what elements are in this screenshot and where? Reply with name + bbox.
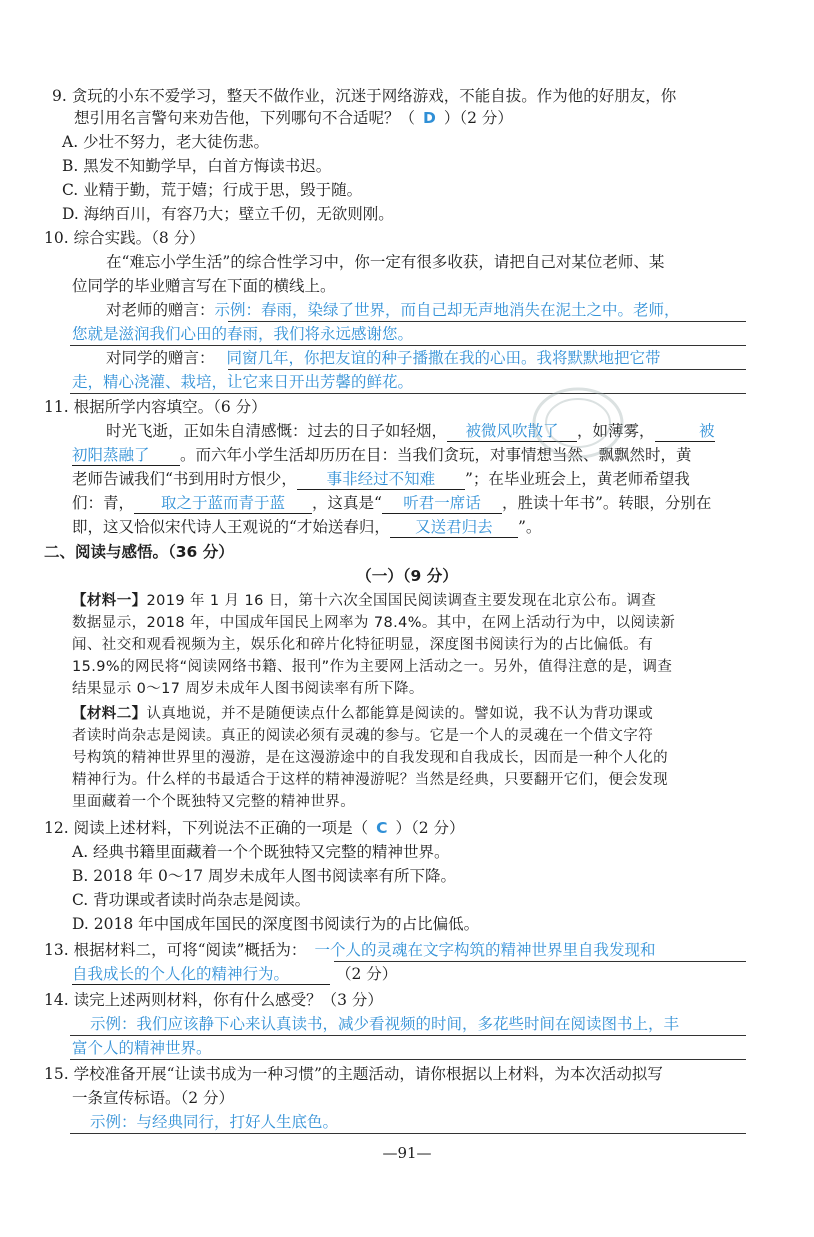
answer-line [70,393,746,394]
answer-line [334,961,746,962]
q15-stem-line1: 15. 学校准备开展“让读书成为一种习惯”的主题活动，请你根据以上材料，为本次活动拟写 [44,1065,663,1083]
q12-option-c: C. 背功课或者读时尚杂志是阅读。 [72,891,311,909]
q10-title: 10. 综合实践。（8 分） [44,229,205,247]
q12-option-b: B. 2018 年 0～17 周岁未成年人图书阅读率有所下降。 [72,867,457,885]
answer-line [228,321,746,322]
q10-teacher-answer-2: 您就是滋润我们心田的春雨，我们将永远感谢您。 [72,325,414,343]
material2-line2: 者读时尚杂志是阅读。真正的阅读必须有灵魂的参与。它是一个人的灵魂在一个借文字符 [72,728,654,744]
q14-answer-2: 富个人的精神世界。 [72,1039,212,1057]
q10-classmate-answer-1: 同窗几年，你把友谊的种子播撒在我的心田。我将默默地把它带 [226,349,661,367]
q9-option-d: D. 海纳百川，有容乃大；壁立千仞，无欲则刚。 [62,205,394,223]
q11-line1: 时光飞逝，正如朱自清感慨：过去的日子如轻烟， 被微风吹散了 ，如薄雾， 被 [106,422,715,440]
q10-classmate-answer-2: 走，精心浇灌、栽培，让它来日开出芳馨的鲜花。 [72,373,414,391]
answer-line [228,369,746,370]
material1-line2: 数据显示，2018 年，中国成年国民上网率为 78.4%。其中，在网上活动行为中，以阅读新 [72,615,676,631]
q15-answer: 示例：与经典同行，打好人生底色。 [90,1113,339,1131]
q11-blank-3: 事非经过不知难 [297,469,465,490]
q10-teacher-row: 对老师的赠言：示例：春雨，染绿了世界，而自己却无声地消失在泥土之中。老师， [106,301,680,319]
material1-line4: 15.9%的网民将“阅读网络书籍、报刊”作为主要网上活动之一。另外，值得注意的是，调查 [72,659,673,675]
q11-line2: 初阳蒸融了 。而六年小学生活却历历在目：当我们贪玩，对事情想当然、飘飘然时，黄 [72,446,692,464]
q12-option-d: D. 2018 年中国成年国民的深度图书阅读行为的占比偏低。 [72,915,480,933]
q15-stem-line2: 一条宣传标语。（2 分） [72,1089,235,1107]
material2-line5: 里面藏着一个个既独特又完整的精神世界。 [72,794,356,810]
section-2-subtitle: （一）（9 分） [356,567,458,585]
q11-line3: 老师告诫我们“书到用时方恨少， 事非经过不知难 ”；在毕业班会上，黄老师希望我 [72,470,690,488]
q9-answer: D [423,109,436,127]
q9-stem-line2: 想引用名言警句来劝告他，下列哪句不合适呢？（ D ）（2 分） [74,109,513,127]
material2-line4: 精神行为。什么样的书最适合于这样的精神漫游呢？当然是经典，只要翻开它们，便会发现 [72,772,668,788]
q11-blank-1: 被微风吹散了 [447,421,577,442]
q13-answer-1: 一个人的灵魂在文字构筑的精神世界里自我发现和 [314,941,656,959]
material1-line5: 结果显示 0～17 周岁未成年人图书阅读率有所下降。 [72,681,424,697]
q11-blank-4: 取之于蓝而青于蓝 [134,493,312,514]
q13-answer-2: 自我成长的个人化的精神行为。 [72,964,330,985]
q11-blank-5: 听君一席话 [382,493,502,514]
q9-option-a: A. 少壮不努力，老大徒伤悲。 [62,133,270,151]
q11-line4: 们：青， 取之于蓝而青于蓝 ，这真是“ 听君一席话 ，胜读十年书”。转眼，分别在 [72,494,712,512]
section-2-title: 二、阅读与感悟。（36 分） [44,543,234,561]
q13-line2: 自我成长的个人化的精神行为。 （2 分） [72,965,398,983]
q14-stem: 14. 读完上述两则材料，你有什么感受？（3 分） [44,991,383,1009]
watermark-stamp-icon [528,383,628,463]
page-number: —91— [382,1144,432,1162]
q11-blank-2a: 被 [655,421,715,442]
q10-intro-line2: 位同学的毕业赠言写在下面的横线上。 [72,277,336,295]
material2-line3: 号构筑的精神世界里的漫游，是在这漫游途中的自我发现和自我成长，因而是一种个人化的 [72,750,668,766]
q12-option-a: A. 经典书籍里面藏着一个个既独特又完整的精神世界。 [72,843,450,861]
q10-teacher-answer-1: 示例：春雨，染绿了世界，而自己却无声地消失在泥土之中。老师， [214,301,680,319]
q12-stem: 12. 阅读上述材料，下列说法不正确的一项是（ C ）（2 分） [44,819,465,837]
q10-classmate-row: 对同学的赠言： 同窗几年，你把友谊的种子播撒在我的心田。我将默默地把它带 [106,349,661,367]
q11-title: 11. 根据所学内容填空。（6 分） [44,398,267,416]
material1-line1: 【材料一】2019 年 1 月 16 日，第十六次全国国民阅读调查主要发现在北京公布。调查 [72,593,657,609]
q9-stem-line1: 9. 贪玩的小东不爱学习，整天不做作业，沉迷于网络游戏，不能自拔。作为他的好朋友，你 [52,87,677,105]
q11-blank-2b: 初阳蒸融了 [72,445,180,466]
q11-line5: 即，这又恰似宋代诗人王观说的“才始送春归， 又送君归去 ”。 [72,518,542,536]
answer-line [70,1059,746,1060]
answer-line [70,1035,746,1036]
q14-answer-1: 示例：我们应该静下心来认真读书，减少看视频的时间，多花些时间在阅读图书上，丰 [90,1015,680,1033]
q9-option-c: C. 业精于勤，荒于嬉；行成于思，毁于随。 [62,181,363,199]
answer-line [70,345,746,346]
q9-option-b: B. 黑发不知勤学早，白首方悔读书迟。 [62,157,332,175]
q10-intro-line1: 在“难忘小学生活”的综合性学习中，你一定有很多收获，请把自己对某位老师、某 [106,253,665,271]
q11-blank-6: 又送君归去 [390,517,518,538]
material2-line1: 【材料二】认真地说，并不是随便读点什么都能算是阅读的。譬如说，我不认为背功课或 [72,706,654,722]
material1-line3: 闻、社交和观看视频为主，娱乐化和碎片化特征明显，深度图书阅读行为的占比偏低。有 [72,637,654,653]
q13-stem: 13. 根据材料二，可将“阅读”概括为： 一个人的灵魂在文字构筑的精神世界里自我发现和 [44,941,656,959]
q12-answer: C [376,819,388,837]
answer-line [70,1133,746,1134]
